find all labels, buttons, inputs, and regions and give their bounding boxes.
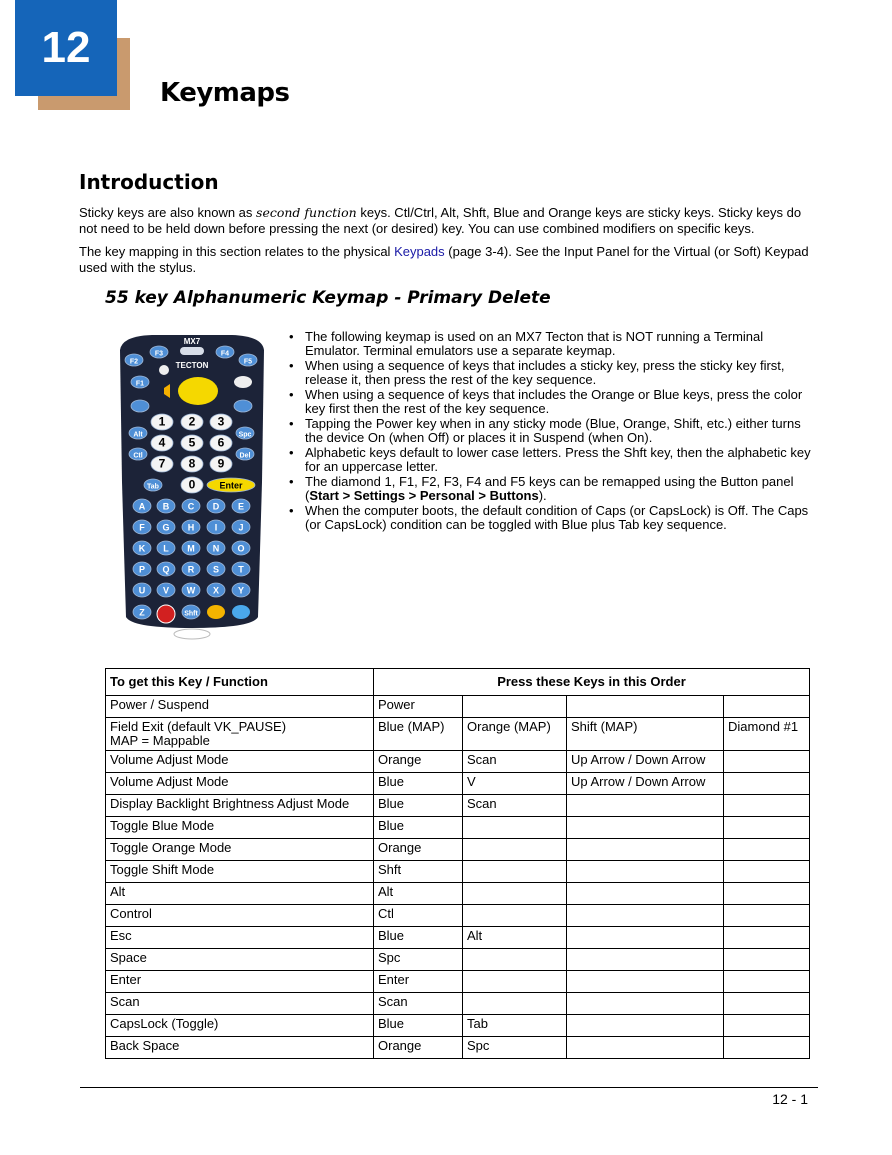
table-cell: [567, 839, 724, 861]
table-row: [106, 861, 810, 883]
power-key: [157, 605, 175, 623]
table-cell: Tab: [463, 1015, 567, 1037]
table-cell: Alt: [374, 883, 463, 905]
table-row: [106, 905, 810, 927]
table-row: [106, 751, 810, 773]
table-row: [106, 949, 810, 971]
footer-rule: [80, 1087, 818, 1088]
table-cell: [463, 949, 567, 971]
note-item: • When using a sequence of keys that includes a sticky key, press the sticky key first, release it, then press the rest of the key sequence.: [287, 359, 817, 386]
table-cell: [567, 949, 724, 971]
digit-key-label: 5: [188, 435, 196, 450]
table-cell: [567, 861, 724, 883]
table-cell: [463, 696, 567, 718]
shift-key-label: Shft: [184, 610, 198, 618]
letter-key-label: V: [162, 585, 170, 596]
table-row: [106, 839, 810, 861]
table-cell: [724, 817, 810, 839]
table-cell: Blue: [374, 817, 463, 839]
note-text-end: ).: [538, 487, 547, 503]
page-number: 12 - 1: [772, 1091, 808, 1107]
buttons-path: Start > Settings > Personal > Buttons: [309, 487, 539, 503]
table-cell: [567, 971, 724, 993]
table-cell: Scan: [106, 993, 374, 1015]
table-cell: Scan: [374, 993, 463, 1015]
down-arrow-key: [131, 400, 149, 412]
letter-key-label: Z: [139, 607, 145, 618]
table-row: [106, 773, 810, 795]
note-item: [287, 475, 817, 502]
table-cell: [724, 696, 810, 718]
table-cell: [463, 861, 567, 883]
intro-p1-emphasis: second function: [256, 205, 357, 220]
letter-key-label: K: [138, 543, 146, 554]
table-cell: [567, 1037, 724, 1059]
light-sensor: [159, 365, 169, 375]
table-cell: Toggle Orange Mode: [106, 839, 374, 861]
letter-key-label: D: [212, 501, 220, 512]
table-cell: CapsLock (Toggle): [106, 1015, 374, 1037]
table-cell: Enter: [374, 971, 463, 993]
enter-key-label: Enter: [219, 480, 243, 491]
table-cell: Blue: [374, 927, 463, 949]
alt-key-label: Alt: [133, 431, 143, 439]
tab-key-label: Tab: [147, 483, 159, 491]
table-cell: [567, 817, 724, 839]
table-cell: Up Arrow / Down Arrow: [567, 773, 724, 795]
ctl-key-label: Ctl: [133, 452, 143, 460]
table-cell: [567, 927, 724, 949]
note-item: • When using a sequence of keys that includes the Orange or Blue keys, press the color key first then the rest of the key sequence.: [287, 388, 817, 415]
letter-key-label: J: [238, 522, 244, 533]
table-row: [106, 971, 810, 993]
digit-key-label: 4: [158, 435, 166, 450]
table-cell: Orange (MAP): [463, 718, 567, 751]
letter-key-label: F: [139, 522, 145, 533]
letter-key-label: C: [187, 501, 195, 512]
chapter-number-box: [15, 0, 117, 96]
keypad-indicator: [180, 347, 204, 355]
table-cell: Spc: [463, 1037, 567, 1059]
keypad-illustration: [112, 332, 272, 642]
key-f1-label: F1: [135, 380, 145, 388]
letter-key-label: E: [237, 501, 245, 512]
up-arrow-key: [234, 400, 252, 412]
table-cell: Orange: [374, 751, 463, 773]
key-f2-label: F2: [129, 358, 139, 366]
letter-key-label: B: [162, 501, 170, 512]
digit-key-label: 9: [217, 456, 225, 471]
table-cell: Blue: [374, 773, 463, 795]
table-cell: Spc: [374, 949, 463, 971]
table-cell: [463, 839, 567, 861]
intro-p2-text-a: The key mapping in this section relates to the physical: [79, 244, 395, 259]
table-cell: [724, 949, 810, 971]
table-cell: Blue: [374, 795, 463, 817]
letter-key-label: O: [237, 543, 245, 554]
letter-key-label: U: [138, 585, 146, 596]
keypad-stand-ring: [174, 629, 210, 639]
table-cell: Field Exit (default VK_PAUSE) MAP = Mappable: [106, 718, 374, 751]
chapter-title: Keymaps: [160, 78, 290, 108]
table-cell: Orange: [374, 1037, 463, 1059]
table-cell: Enter: [106, 971, 374, 993]
table-cell: Volume Adjust Mode: [106, 773, 374, 795]
table-cell: [463, 993, 567, 1015]
table-cell: Scan: [463, 751, 567, 773]
key-f5-label: F5: [243, 358, 253, 366]
table-cell: [724, 773, 810, 795]
table-cell: [567, 696, 724, 718]
table-cell: [463, 905, 567, 927]
introduction-heading: Introduction: [79, 170, 219, 194]
diamond-key: [234, 376, 252, 388]
note-item: • Tapping the Power key when in any sticky mode (Blue, Orange, Shift, etc.) either turns the device On (when Off) or places it in Suspend (when On).: [287, 417, 817, 444]
digit-key-label: 7: [158, 456, 166, 471]
letter-key-label: N: [212, 543, 220, 554]
table-cell: Shft: [374, 861, 463, 883]
table-cell: [567, 883, 724, 905]
table-cell: Power / Suspend: [106, 696, 374, 718]
table-cell: Blue (MAP): [374, 718, 463, 751]
table-cell: [567, 1015, 724, 1037]
keypad-model: TECTON: [175, 361, 209, 370]
table-cell: [724, 927, 810, 949]
table-cell: V: [463, 773, 567, 795]
table-row: [106, 993, 810, 1015]
table-cell: Up Arrow / Down Arrow: [567, 751, 724, 773]
blue-key: [232, 605, 250, 619]
note-item: • When the computer boots, the default condition of Caps (or CapsLock) is Off. The Caps (or CapsLock) condition can be toggled with Blue plus Tab key sequence.: [287, 504, 817, 531]
orange-key: [207, 605, 225, 619]
table-cell: [724, 993, 810, 1015]
spc-key-label: Spc: [238, 431, 252, 439]
keypads-link[interactable]: Keypads: [394, 244, 445, 259]
intro-paragraph-1: [79, 205, 819, 236]
letter-key-label: Y: [237, 585, 245, 596]
table-cell: Alt: [106, 883, 374, 905]
intro-paragraph-2: [79, 244, 819, 275]
table-cell: Back Space: [106, 1037, 374, 1059]
table-cell: [724, 883, 810, 905]
table-row: [106, 927, 810, 949]
table-cell: Shift (MAP): [567, 718, 724, 751]
keypad-brand: MX7: [183, 337, 201, 346]
intro-p1-text-a: Sticky keys are also known as: [79, 205, 257, 220]
intro-p2-text-b: (page 3-4). See the Input Panel for the Virtual (or Soft) Keypad used with the stylus.: [79, 244, 809, 275]
letter-key-label: Q: [162, 564, 170, 575]
key-f3-label: F3: [154, 350, 164, 358]
letter-key-label: H: [187, 522, 195, 533]
table-header-row: [106, 669, 810, 696]
table-cell: Alt: [463, 927, 567, 949]
digit-key-label: 0: [188, 477, 196, 492]
table-cell: [567, 795, 724, 817]
letter-key-label: S: [212, 564, 220, 575]
table-cell: [463, 971, 567, 993]
digit-key-label: 8: [188, 456, 196, 471]
table-cell: [724, 861, 810, 883]
table-row: [106, 696, 810, 718]
chapter-number: 12: [41, 23, 91, 72]
table-cell: Blue: [374, 1015, 463, 1037]
table-cell: Ctl: [374, 905, 463, 927]
table-cell: [724, 839, 810, 861]
letter-key-label: A: [138, 501, 146, 512]
letter-key-label: P: [138, 564, 146, 575]
table-cell: [724, 971, 810, 993]
table-cell: Display Backlight Brightness Adjust Mode: [106, 795, 374, 817]
keymap-table: [105, 668, 810, 1059]
header-function: To get this Key / Function: [106, 669, 374, 696]
table-cell: Toggle Blue Mode: [106, 817, 374, 839]
table-cell: [724, 1037, 810, 1059]
table-cell: [724, 905, 810, 927]
header-keys-order: Press these Keys in this Order: [374, 669, 810, 696]
letter-key-label: I: [214, 522, 218, 533]
table-cell: Diamond #1: [724, 718, 810, 751]
table-cell: [567, 993, 724, 1015]
letter-key-label: G: [162, 522, 170, 533]
del-key-label: Del: [239, 452, 251, 460]
note-text: The diamond 1, F1, F2, F3, F4 and F5 keys can be remapped using the Button panel (: [305, 474, 794, 503]
table-cell: Esc: [106, 927, 374, 949]
table-cell: [724, 751, 810, 773]
table-cell: Space: [106, 949, 374, 971]
letter-key-label: L: [163, 543, 169, 554]
digit-key-label: 3: [217, 414, 225, 429]
table-row: [106, 1015, 810, 1037]
keymap-section-heading: 55 key Alphanumeric Keymap - Primary Delete: [105, 288, 551, 308]
table-row: [106, 1037, 810, 1059]
table-row: [106, 817, 810, 839]
digit-key-label: 1: [158, 414, 166, 429]
table-cell: Power: [374, 696, 463, 718]
digit-key-label: 6: [217, 435, 225, 450]
letter-key-label: T: [238, 564, 244, 575]
note-item: • Alphabetic keys default to lower case letters. Press the Shft key, then the alphabetic key for an uppercase letter.: [287, 446, 817, 473]
table-cell: Scan: [463, 795, 567, 817]
letter-key-label: M: [187, 543, 195, 554]
table-cell: [463, 883, 567, 905]
keymap-notes-list: [287, 330, 817, 533]
letter-key-label: W: [186, 585, 196, 596]
table-row: [106, 718, 810, 751]
scan-key: [178, 377, 218, 405]
letter-key-label: R: [187, 564, 195, 575]
table-cell: Orange: [374, 839, 463, 861]
table-cell: Toggle Shift Mode: [106, 861, 374, 883]
table-cell: [463, 817, 567, 839]
intro-p1-text-b: keys. Ctl/Ctrl, Alt, Shft, Blue and Orange keys are sticky keys. Sticky keys do not need to be held down before pressing the next (or desired) key. You can use combined modifiers on specific keys.: [79, 205, 802, 236]
table-cell: [724, 795, 810, 817]
table-cell: [567, 905, 724, 927]
key-f4-label: F4: [220, 350, 230, 358]
letter-key-label: X: [212, 585, 220, 596]
table-row: [106, 795, 810, 817]
table-cell: Control: [106, 905, 374, 927]
table-row: [106, 883, 810, 905]
digit-key-label: 2: [188, 414, 196, 429]
table-cell: [724, 1015, 810, 1037]
note-item: • The following keymap is used on an MX7 Tecton that is NOT running a Terminal Emulator. Terminal emulators use a separate keymap.: [287, 330, 817, 357]
table-cell: Volume Adjust Mode: [106, 751, 374, 773]
